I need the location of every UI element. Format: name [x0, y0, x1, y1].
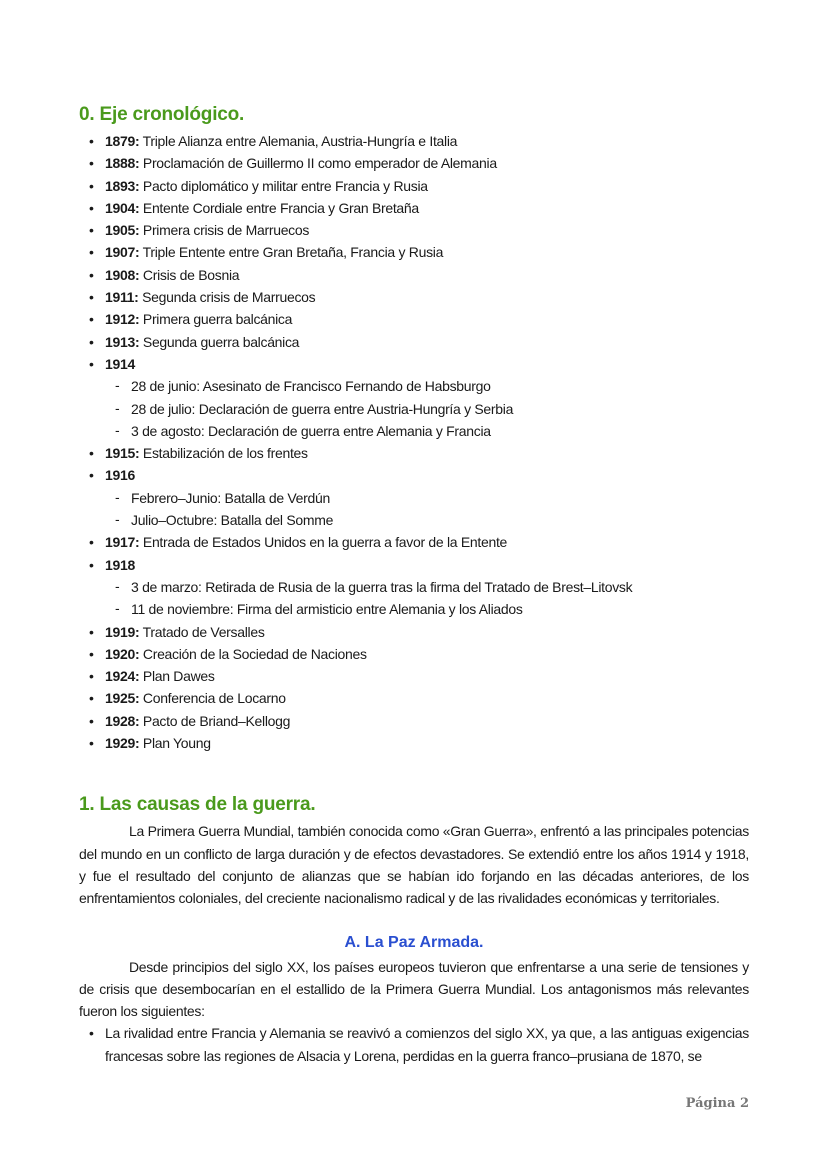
timeline-event: Triple Alianza entre Alemania, Austria-Hungría e Italia: [139, 133, 458, 149]
causes-heading: 1. Las causas de la guerra.: [79, 794, 316, 816]
timeline-year: 1919:: [105, 623, 140, 640]
timeline-subevents: [105, 576, 749, 621]
timeline-event: Segunda crisis de Marruecos: [138, 289, 316, 306]
timeline-item: [87, 710, 749, 732]
timeline-year: 1929:: [105, 735, 140, 752]
timeline-subevent: - Febrero–Junio: Batalla de Verdún: [115, 487, 749, 509]
timeline-event: Entrada de Estados Unidos en la guerra a favor de la Entente: [139, 534, 508, 551]
timeline-event: Proclamación de Guillermo II como emperador de Alemania: [139, 155, 497, 172]
armed-peace-paragraph: Desde principios del siglo XX, los países europeos tuvieron que enfrentarse a una serie de tensiones y de crisis que desembocarían en el estallido de la Primera Guerra Mundial. Los antagonismos más relevantes fueron los siguientes:: [79, 958, 749, 1020]
timeline-item: [87, 687, 749, 709]
timeline-event: Triple Entente entre Gran Bretaña, Francia y Rusia: [139, 244, 444, 261]
timeline-item: [87, 464, 749, 531]
timeline-subevent: - 3 de agosto: Declaración de guerra entre Alemania y Francia: [115, 420, 749, 442]
timeline-event: Creación de la Sociedad de Naciones: [139, 645, 367, 662]
timeline-event: Plan Dawes: [139, 668, 215, 685]
timeline-item: [87, 353, 749, 442]
timeline-year: 1888:: [105, 155, 140, 172]
timeline-year: 1911:: [105, 289, 139, 306]
timeline-subevent: - Julio–Octubre: Batalla del Somme: [115, 509, 749, 531]
timeline-subevents: [105, 375, 749, 442]
timeline-subevent: - 28 de junio: Asesinato de Francisco Fernando de Habsburgo: [115, 375, 749, 397]
timeline-year: 1924:: [105, 668, 140, 685]
timeline-event: Conferencia de Locarno: [139, 690, 286, 707]
timeline-item: [87, 286, 749, 308]
timeline-year: 1879:: [105, 133, 140, 149]
timeline-item: [87, 175, 749, 197]
timeline-item: [87, 643, 749, 665]
timeline-item: [87, 554, 749, 621]
timeline-event: Primera crisis de Marruecos: [139, 222, 310, 239]
timeline-item: [87, 442, 749, 464]
timeline-event: Plan Young: [139, 735, 211, 752]
timeline-item: [87, 308, 749, 330]
timeline-item: [87, 219, 749, 241]
timeline-year: 1918: [105, 556, 135, 573]
timeline-event: Pacto de Briand–Kellogg: [139, 712, 291, 729]
timeline-event: Pacto diplomático y militar entre Francia y Rusia: [139, 177, 428, 194]
armed-peace-points: [79, 1022, 749, 1067]
timeline-item: [87, 197, 749, 219]
timeline-item: [87, 531, 749, 553]
timeline-subevent: - 3 de marzo: Retirada de Rusia de la guerra tras la firma del Tratado de Brest–Litovsk: [115, 576, 749, 598]
armed-peace-heading: A. La Paz Armada.: [344, 933, 484, 951]
timeline-list: [79, 130, 749, 754]
timeline-year: 1920:: [105, 645, 140, 662]
timeline-year: 1912:: [105, 311, 140, 328]
timeline-year: 1925:: [105, 690, 140, 707]
timeline-item: [87, 665, 749, 687]
page-number: Página 2: [685, 1096, 749, 1111]
timeline-year: 1893:: [105, 177, 140, 194]
timeline-year: 1915:: [105, 445, 140, 462]
timeline-subevents: [105, 487, 749, 532]
timeline-item: [87, 130, 749, 152]
timeline-event: Primera guerra balcánica: [139, 311, 293, 328]
timeline-item: [87, 621, 749, 643]
timeline-year: 1914: [105, 355, 135, 372]
timeline-year: 1907:: [105, 244, 140, 261]
timeline-item: [87, 331, 749, 353]
timeline-event: Segunda guerra balcánica: [139, 333, 300, 350]
timeline-item: [87, 264, 749, 286]
timeline-year: 1913:: [105, 333, 140, 350]
causes-paragraph: La Primera Guerra Mundial, también conocida como «Gran Guerra», enfrentó a las principales potencias del mundo en un conflicto de larga duración y de efectos devastadores. Se extendió entre los años 1914 y 1918, y fue el resultado del conjunto de alianzas que se habían ido forjando en las décadas anteriores, de los enfrentamientos coloniales, del creciente nacionalismo radical y de las rivalidades económicas y territoriales.: [79, 823, 749, 907]
timeline-subevent: - 11 de noviembre: Firma del armisticio entre Alemania y los Aliados: [115, 598, 749, 620]
timeline-item: [87, 152, 749, 174]
timeline-year: 1905:: [105, 222, 140, 239]
timeline-event: Crisis de Bosnia: [139, 266, 240, 283]
document-page: [79, 100, 749, 1067]
timeline-item: [87, 732, 749, 754]
armed-peace-point: • La rivalidad entre Francia y Alemania se reavivó a comienzos del siglo XX, ya que, a las antiguas exigencias francesas sobre las regiones de Alsacia y Lorena, perdidas en la guerra franco–prusiana de 1870, se: [87, 1022, 749, 1067]
timeline-year: 1904:: [105, 199, 140, 216]
timeline-year: 1917:: [105, 534, 140, 551]
timeline-event: Entente Cordiale entre Francia y Gran Bretaña: [139, 199, 419, 216]
timeline-subevent: - 28 de julio: Declaración de guerra entre Austria-Hungría y Serbia: [115, 398, 749, 420]
timeline-heading: 0. Eje cronológico.: [79, 104, 245, 125]
timeline-year: 1928:: [105, 712, 140, 729]
timeline-event: Tratado de Versalles: [139, 623, 265, 640]
timeline-year: 1916: [105, 467, 135, 484]
causes-section: [79, 790, 749, 1067]
timeline-item: [87, 241, 749, 263]
timeline-year: 1908:: [105, 266, 140, 283]
timeline-event: Estabilización de los frentes: [139, 445, 308, 462]
